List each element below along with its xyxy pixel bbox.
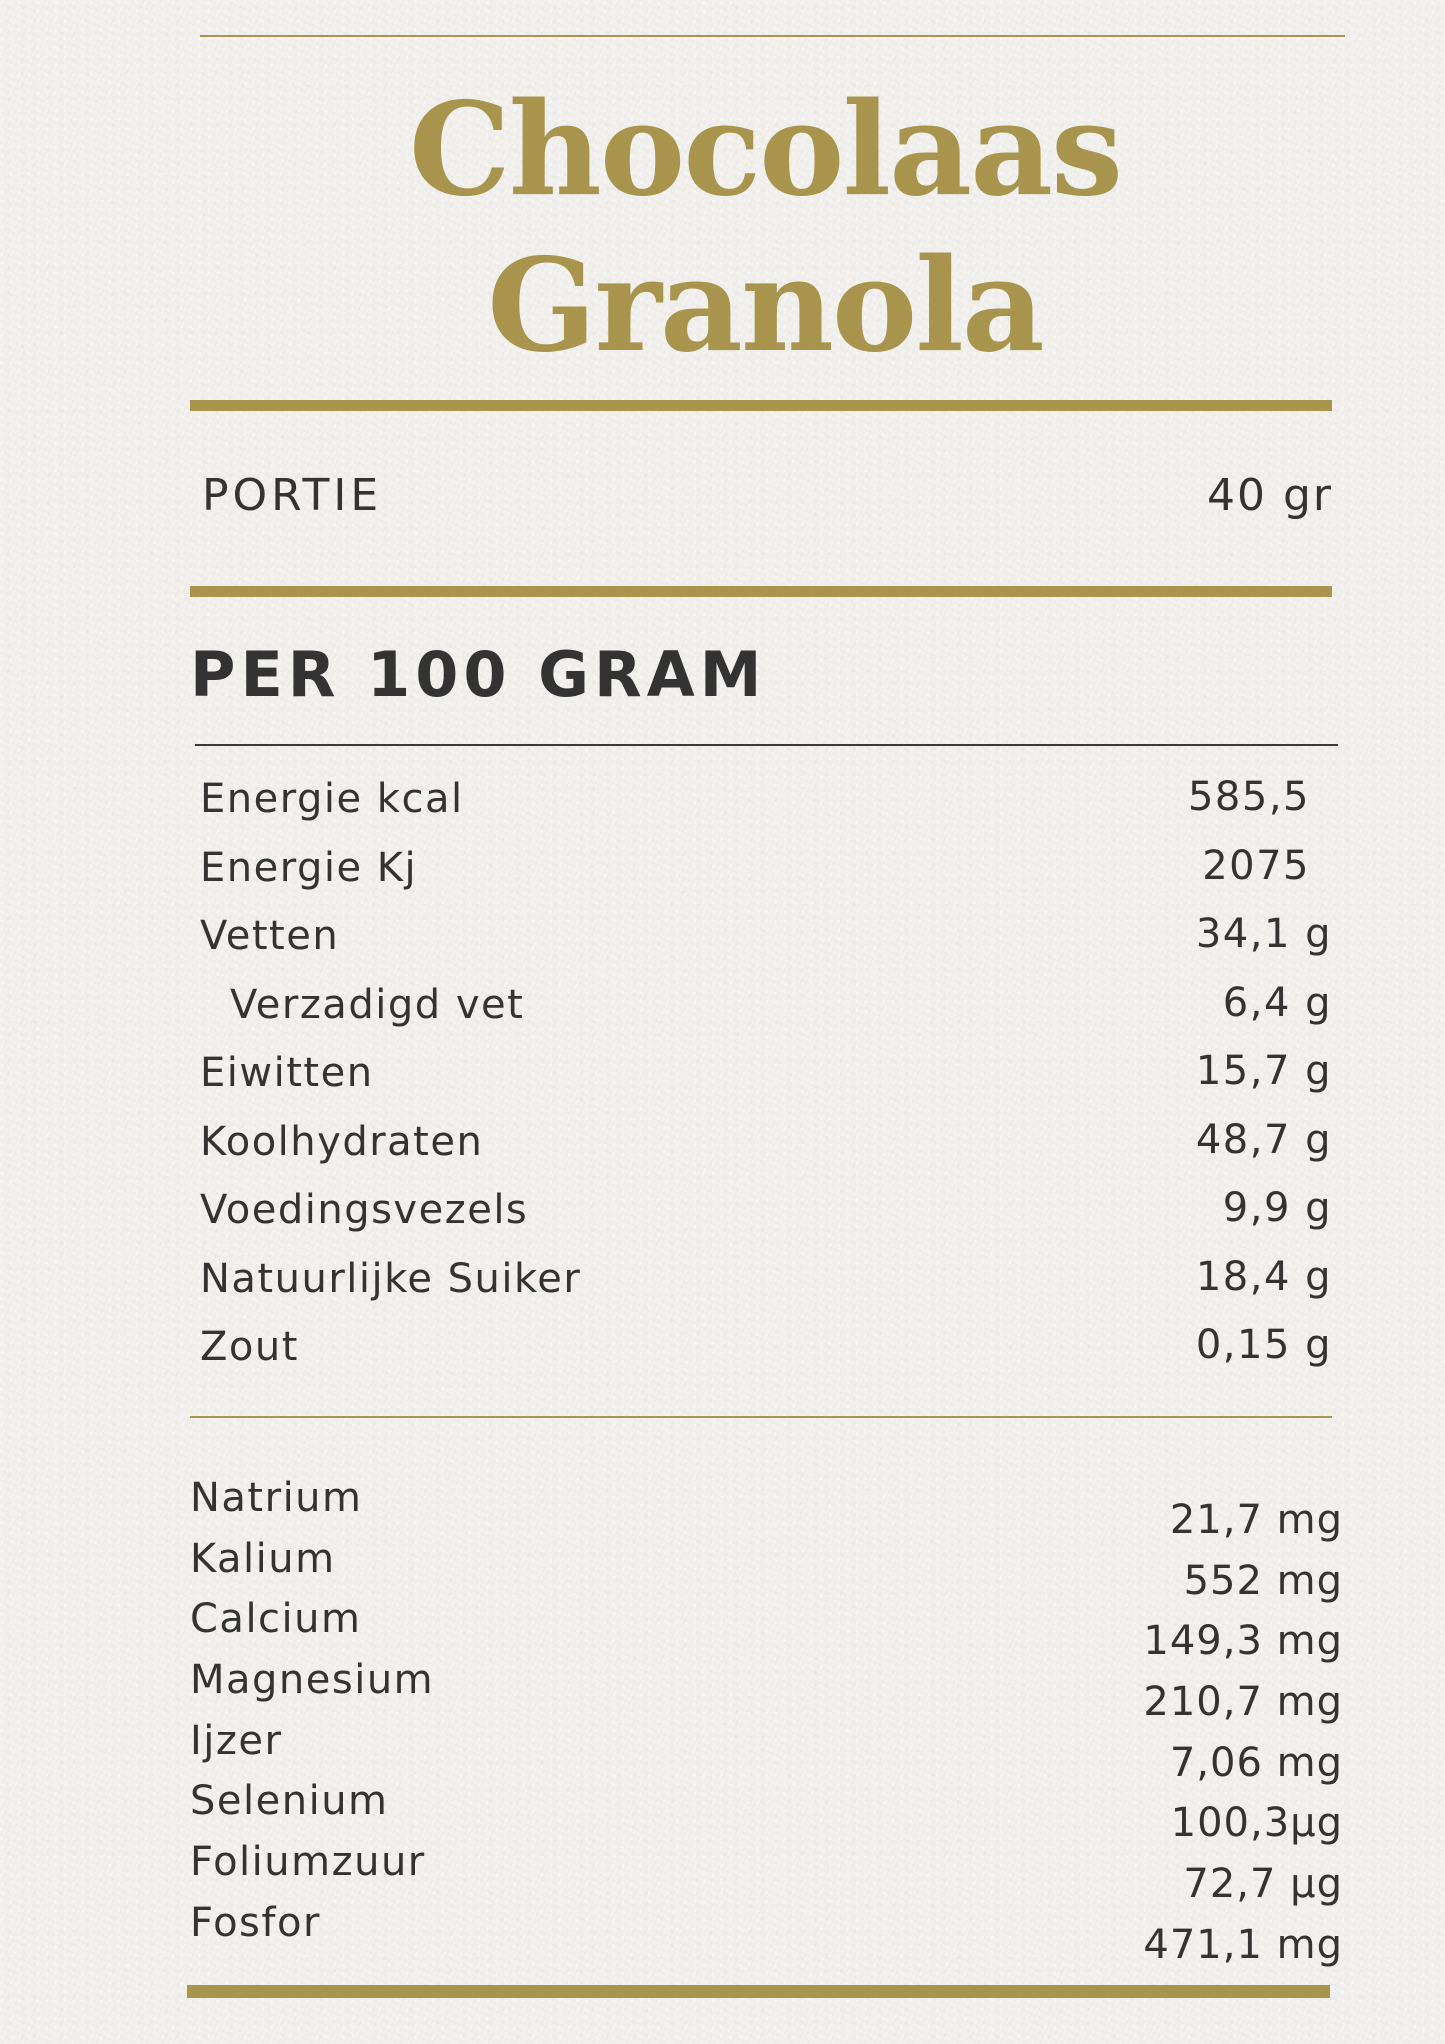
nutrient-label: Voedingsvezels [200, 1187, 529, 1233]
nutrient-value: 6,4 g [1222, 979, 1332, 1026]
mineral-label: Fosfor [190, 1899, 321, 1946]
mineral-value: 210,7 mg [1143, 1679, 1343, 1726]
mineral-value: 471,1 mg [1143, 1921, 1343, 1968]
mineral-label: Ijzer [190, 1717, 283, 1764]
mineral-label: Calcium [190, 1596, 362, 1643]
nutrient-row [200, 976, 1332, 1045]
mineral-value-list [1143, 1497, 1343, 1983]
mineral-label: Selenium [190, 1778, 389, 1825]
nutrient-value: 585,5 [1187, 774, 1310, 820]
nutrient-value: 34,1 g [1195, 911, 1332, 957]
top-divider [200, 35, 1345, 37]
portion-label: PORTIE [202, 470, 383, 521]
nutrient-label: Vetten [200, 913, 340, 959]
portion-value: 40 gr [1207, 470, 1333, 521]
title-divider [190, 400, 1332, 411]
mineral-value: 149,3 mg [1143, 1618, 1343, 1665]
nutrient-row [200, 1318, 1332, 1387]
nutrient-row [200, 770, 1332, 839]
mineral-value: 21,7 mg [1169, 1497, 1343, 1543]
nutrient-row [200, 1181, 1332, 1250]
nutrient-label: Natuurlijke Suiker [200, 1255, 582, 1302]
bottom-divider [187, 1985, 1330, 1998]
nutrient-value: 18,4 g [1195, 1253, 1332, 1300]
mineral-label: Foliumzuur [190, 1839, 426, 1886]
title-line-1: Chocolaas [408, 75, 1122, 225]
nutrient-label: Energie kcal [200, 776, 464, 822]
mineral-value: 100,3µg [1170, 1800, 1343, 1847]
nutrient-value: 2075 [1202, 842, 1310, 889]
portion-divider [190, 586, 1332, 597]
nutrient-value: 15,7 g [1195, 1048, 1332, 1094]
mineral-value: 7,06 mg [1169, 1739, 1343, 1786]
nutrient-row [200, 1044, 1332, 1113]
nutrient-label: Energie Kj [200, 844, 418, 891]
nutrient-row [200, 1113, 1332, 1182]
section-heading: PER 100 GRAM [190, 638, 767, 711]
nutrient-label: Verzadigd vet [230, 981, 525, 1028]
nutrient-list [200, 770, 1332, 1387]
mineral-value: 552 mg [1183, 1557, 1343, 1604]
mineral-label: Kalium [190, 1535, 336, 1582]
nutrient-value: 9,9 g [1222, 1185, 1332, 1231]
mineral-value: 72,7 µg [1183, 1861, 1343, 1908]
title-line-2: Granola [487, 231, 1043, 381]
mineral-label: Natrium [190, 1475, 363, 1521]
nutrient-value: 0,15 g [1195, 1322, 1332, 1368]
mineral-label: Magnesium [190, 1657, 435, 1704]
heading-divider [195, 744, 1338, 746]
nutrient-label: Koolhydraten [200, 1118, 484, 1165]
nutrient-row [200, 907, 1332, 976]
nutrient-row [200, 1250, 1332, 1319]
nutrient-row [200, 839, 1332, 908]
nutrient-label: Eiwitten [200, 1050, 374, 1096]
nutrient-value: 48,7 g [1195, 1116, 1332, 1163]
nutrient-label: Zout [200, 1324, 299, 1370]
minerals-divider [190, 1416, 1332, 1418]
mineral-label-list [190, 1475, 434, 1961]
